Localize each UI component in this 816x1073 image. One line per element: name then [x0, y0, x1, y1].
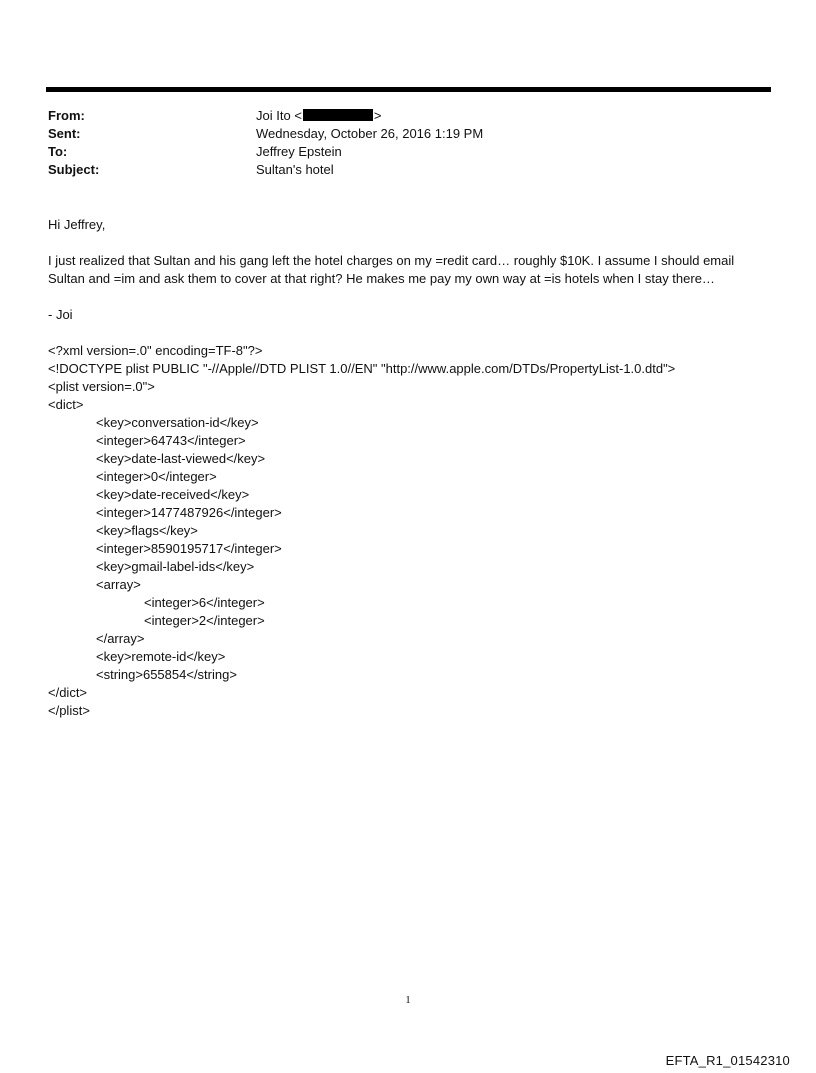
- plist-line: <integer>0</integer>: [96, 469, 217, 484]
- plist-line: <string>655854</string>: [96, 667, 237, 682]
- from-name: Joi Ito: [256, 108, 291, 123]
- email-body: [48, 216, 768, 720]
- to-row: [48, 143, 748, 161]
- from-open-bracket: <: [294, 108, 302, 123]
- plist-line: </array>: [96, 631, 145, 646]
- header-rule: [46, 87, 771, 92]
- plist-line: <key>date-last-viewed</key>: [96, 451, 266, 466]
- to-label: To:: [48, 144, 68, 159]
- plist-line: <integer>6</integer>: [144, 595, 265, 610]
- subject-value: Sultan's hotel: [256, 162, 334, 177]
- signature: - Joi: [48, 307, 73, 322]
- plist-line: <plist version=.0">: [48, 379, 155, 394]
- plist-line: <!DOCTYPE plist PUBLIC "-//Apple//DTD PLIST 1.0//EN" "http://www.apple.com/DTDs/PropertyList-1.0.dtd">: [48, 361, 676, 376]
- to-value: Jeffrey Epstein: [256, 144, 342, 159]
- paragraph-line-2: Sultan and =im and ask them to cover at that right? He makes me pay my own way at =is hotels when I stay there…: [48, 271, 715, 286]
- bates-number: EFTA_R1_01542310: [665, 1053, 790, 1068]
- plist-line: <key>remote-id</key>: [96, 649, 226, 664]
- plist-line: <integer>2</integer>: [144, 613, 265, 628]
- plist-line: <?xml version=.0" encoding=TF-8"?>: [48, 343, 263, 358]
- plist-line: <integer>8590195717</integer>: [96, 541, 282, 556]
- from-label: From:: [48, 108, 85, 123]
- page-number: 1: [405, 994, 411, 1006]
- email-header: [48, 107, 748, 179]
- sent-label: Sent:: [48, 126, 81, 141]
- plist-line: <key>conversation-id</key>: [96, 415, 259, 430]
- from-close-bracket: >: [373, 108, 382, 123]
- paragraph-line-1: I just realized that Sultan and his gang left the hotel charges on my =redit card… roughly $10K. I assume I should email: [48, 253, 735, 268]
- plist-line: <dict>: [48, 397, 84, 412]
- plist-block: [48, 342, 768, 720]
- sent-row: [48, 125, 748, 143]
- message-paragraph: [48, 252, 768, 288]
- plist-line: <key>date-received</key>: [96, 487, 250, 502]
- plist-line: <array>: [96, 577, 141, 592]
- plist-line: </plist>: [48, 703, 90, 718]
- plist-line: </dict>: [48, 685, 88, 700]
- from-value: [256, 107, 748, 125]
- greeting: Hi Jeffrey,: [48, 217, 106, 232]
- plist-line: <integer>64743</integer>: [96, 433, 246, 448]
- sent-value: Wednesday, October 26, 2016 1:19 PM: [256, 126, 484, 141]
- subject-label: Subject:: [48, 162, 100, 177]
- from-row: [48, 107, 748, 125]
- redaction-box: [303, 109, 373, 121]
- plist-line: <key>gmail-label-ids</key>: [96, 559, 255, 574]
- subject-row: [48, 161, 748, 179]
- plist-line: <key>flags</key>: [96, 523, 198, 538]
- plist-line: <integer>1477487926</integer>: [96, 505, 282, 520]
